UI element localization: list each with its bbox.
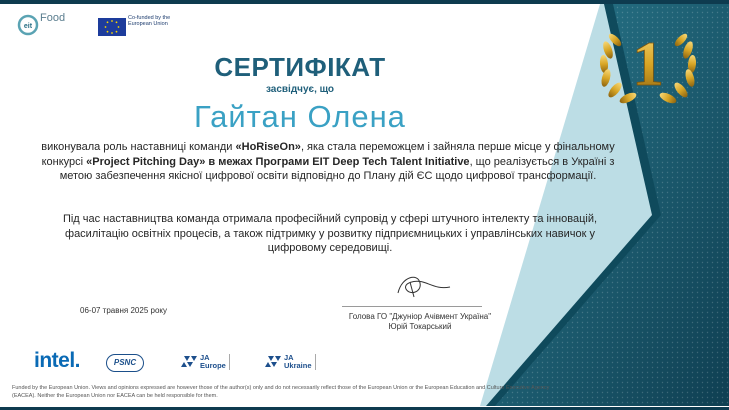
- psnc-logo: PSNC: [106, 354, 144, 372]
- top-border: [0, 0, 729, 4]
- ja-europe-line2: Europe: [200, 361, 226, 371]
- certificate-body-paragraph-2: Під час наставництва команда отримала професійний супровід у сфері штучного інтелекту та інновацій, фасилітацію освітніх процесів, а також підтримку у розвитку підприємницьких і управлінських навичок у цифровому середовищі.: [62, 213, 598, 254]
- certificate-subtitle: засвідчує, що: [265, 84, 335, 95]
- certificate-date: 06-07 травня 2025 року: [80, 306, 167, 315]
- ja-ukraine-divider: [315, 354, 316, 370]
- contest-name: «Project Pitching Day» в межах Програми EIT Deep Tech Talent Initiative: [86, 155, 470, 168]
- signatory-role: Голова ГО "Джуніор Ачівмент Україна": [348, 312, 492, 321]
- eit-food-logo: [40, 12, 65, 24]
- eu-flag-icon: [98, 18, 126, 36]
- ja-europe-logo-icon: [181, 356, 197, 367]
- signatory-name: Юрій Токарський: [388, 322, 452, 331]
- ja-europe-logo: [200, 354, 230, 371]
- award-place-number: 1: [632, 28, 664, 99]
- ja-europe-text: [200, 354, 226, 371]
- ja-ukraine-line1: JA: [284, 353, 294, 362]
- para1-text-c: , що реалізується в Україні з метою забезпечення якісної цифрової освіти відповідно до Плану дій ЄС щодо цифрової трансформації.: [59, 155, 615, 182]
- ja-europe-divider: [229, 354, 230, 370]
- eit-logo-text: Food: [40, 12, 66, 24]
- eit-ring-icon: [19, 16, 37, 34]
- para1-text-b: , яка стала переможцем і зайняла перше місце у фінальному конкурсі: [41, 141, 615, 168]
- eu-cofunded-logo: [128, 15, 188, 28]
- recipient-name: Гайтан Олена: [194, 99, 406, 134]
- para1-text-a: виконувала роль наставниці команди: [41, 141, 236, 153]
- ja-ukraine-logo: [284, 354, 316, 371]
- ja-ukraine-line2: Ukraine: [284, 361, 312, 371]
- intel-logo: intel.: [34, 349, 81, 372]
- team-name: «HoRiseOn»: [235, 141, 301, 153]
- signature-line: [342, 306, 482, 307]
- ja-ukraine-text: [284, 354, 312, 371]
- eu-funding-disclaimer: Funded by the European Union. Views and opinions expressed are however those of the author(s) only and do not necessarily reflect those of the European Union or the European Education and Culture Executive Agency (EACEA). Neither the European Union nor EACEA can be held responsible for them.: [12, 385, 550, 399]
- svg-text:eit: eit: [23, 23, 33, 30]
- ja-ukraine-logo-icon: [265, 356, 281, 367]
- eu-logo-text: Co-funded by the European Union: [128, 15, 171, 28]
- certificate-title: СЕРТИФІКАТ: [214, 52, 386, 82]
- ja-europe-line1: JA: [200, 353, 210, 362]
- signature-image: [398, 277, 450, 297]
- certificate-body-paragraph-1: [28, 140, 628, 184]
